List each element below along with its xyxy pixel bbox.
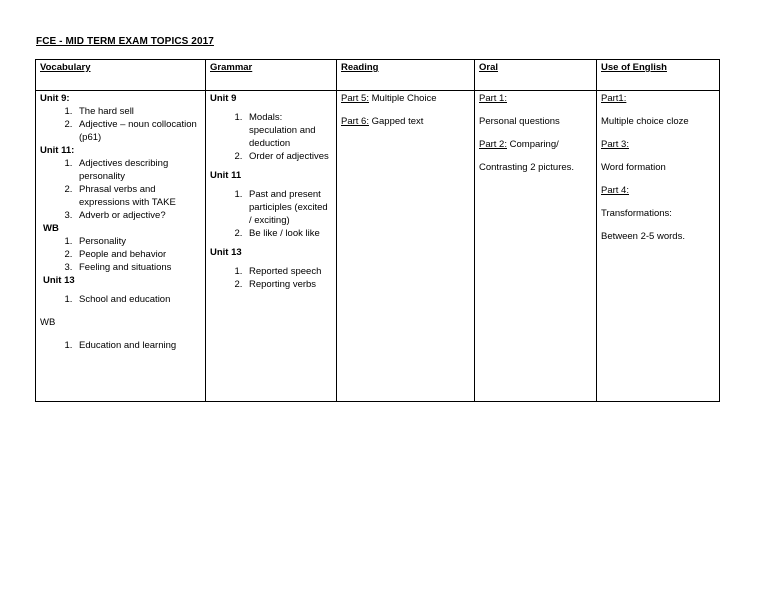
reading-part5-label: Part 5:: [341, 93, 369, 104]
uoe-part4-text2: Between 2-5 words.: [601, 231, 685, 242]
list-item: 2. Order of adjectives: [245, 150, 332, 163]
list-item: 1. Modals: speculation and deduction: [245, 111, 332, 150]
vocab-wb-heading: WB: [43, 223, 59, 234]
grammar-unit11-list: [210, 188, 332, 240]
uoe-part1-label: Part1:: [601, 93, 627, 104]
vocabulary-cell: [36, 91, 206, 402]
vocab-unit13-heading: Unit 13: [43, 275, 75, 286]
vocab-wb2-list: [40, 339, 201, 352]
uoe-part4-text: Transformations:: [601, 208, 672, 219]
grammar-cell: [206, 91, 337, 402]
oral-part2-text: Comparing/: [507, 139, 559, 150]
grammar-unit9-heading: Unit 9: [210, 93, 237, 104]
grammar-unit13-list: [210, 265, 332, 291]
uoe-part3-label: Part 3:: [601, 139, 629, 150]
header-grammar: Grammar: [206, 60, 337, 91]
oral-part1-label: Part 1:: [479, 93, 507, 104]
vocab-unit9-heading: Unit 9:: [40, 93, 70, 104]
oral-part1-text: Personal questions: [479, 116, 560, 127]
document-title: FCE - MID TERM EXAM TOPICS 2017: [36, 36, 214, 47]
oral-part2-label: Part 2:: [479, 139, 507, 150]
reading-part6: [341, 115, 470, 128]
oral-cell: [475, 91, 597, 402]
list-item: 2. People and behavior: [75, 248, 201, 261]
vocab-unit9-list: [40, 105, 201, 144]
reading-part5-text: Multiple Choice: [369, 93, 437, 104]
grammar-unit9-list: [210, 111, 332, 163]
list-item: 3. Adverb or adjective?: [75, 209, 201, 222]
list-item: 1. The hard sell: [75, 105, 201, 118]
list-item: 1. Reported speech: [245, 265, 332, 278]
reading-part6-text: Gapped text: [369, 116, 424, 127]
vocab-wb-list: [40, 235, 201, 274]
oral-part2-text2: Contrasting 2 pictures.: [479, 162, 575, 173]
uoe-part3-text: Word formation: [601, 162, 666, 173]
list-item: 1. Past and present participles (excited / exciting): [245, 188, 332, 227]
list-item: 2. Adjective – noun collocation (p61): [75, 118, 201, 144]
reading-cell: [337, 91, 475, 402]
list-item: 2. Be like / look like: [245, 227, 332, 240]
list-item: 1. Education and learning: [75, 339, 201, 352]
vocab-unit11-list: [40, 157, 201, 222]
header-reading: Reading: [337, 60, 475, 91]
list-item: 1. Personality: [75, 235, 201, 248]
header-oral: Oral: [475, 60, 597, 91]
vocab-unit11-heading: Unit 11:: [40, 145, 75, 156]
grammar-unit11-heading: Unit 11: [210, 170, 242, 181]
header-use-of-english: Use of English: [597, 60, 720, 91]
reading-part5: [341, 92, 470, 105]
list-item: 1. School and education: [75, 293, 201, 306]
use-of-english-cell: [597, 91, 720, 402]
list-item: 3. Feeling and situations: [75, 261, 201, 274]
reading-part6-label: Part 6:: [341, 116, 369, 127]
header-row: [36, 60, 720, 91]
list-item: 2. Reporting verbs: [245, 278, 332, 291]
topics-table: [35, 59, 720, 402]
uoe-part4-label: Part 4:: [601, 185, 629, 196]
vocab-unit13-list: [40, 293, 201, 306]
header-vocabulary: Vocabulary: [36, 60, 206, 91]
list-item: 2. Phrasal verbs and expressions with TAKE: [75, 183, 201, 209]
list-item: 1. Adjectives describing personality: [75, 157, 201, 183]
vocab-wb2-heading: WB: [40, 317, 56, 328]
uoe-part1-text: Multiple choice cloze: [601, 116, 689, 127]
content-row: [36, 91, 720, 402]
grammar-unit13-heading: Unit 13: [210, 247, 242, 258]
oral-part2: [479, 138, 592, 151]
